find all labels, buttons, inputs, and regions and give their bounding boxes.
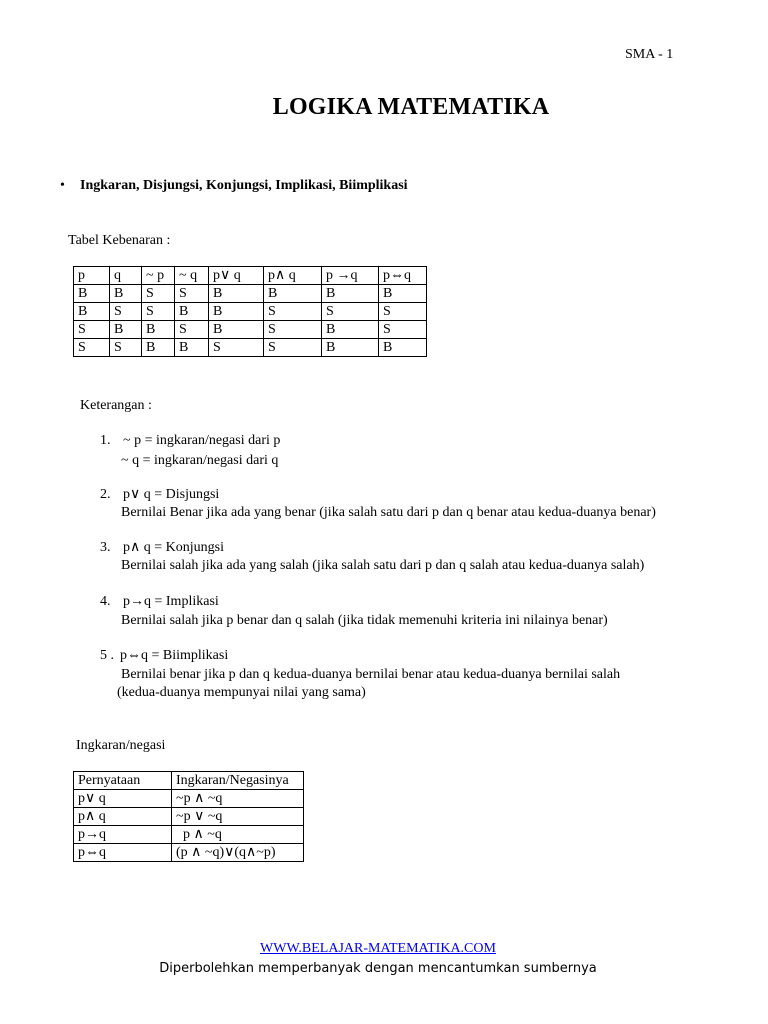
website-link[interactable]: WWW.BELAJAR-MATEMATIKA.COM: [260, 941, 496, 956]
truth-table-header-cell: p →q: [322, 267, 379, 285]
table-cell: B: [379, 285, 427, 303]
note-line: Bernilai salah jika ada yang salah (jika salah satu dari p dan q salah atau kedua-duanya salah): [121, 558, 645, 573]
truth-table-header-cell: q: [110, 267, 142, 285]
truth-table-header-cell: p: [74, 267, 110, 285]
negation-table-header-cell: Pernyataan: [74, 772, 172, 790]
table-cell: p⇔q: [74, 844, 172, 862]
table-cell: S: [74, 321, 110, 339]
note-number: 1.: [100, 433, 111, 448]
truth-table-header-cell: p∧ q: [264, 267, 322, 285]
table-cell: B: [110, 285, 142, 303]
table-cell: B: [322, 339, 379, 357]
table-row: [74, 339, 427, 357]
notes-caption: Keterangan :: [80, 398, 152, 413]
note-line: p∧ q = Konjungsi: [123, 540, 224, 555]
table-cell: (p ∧ ~q)∨(q∧~p): [172, 844, 304, 862]
table-cell: S: [264, 339, 322, 357]
table-cell: B: [209, 321, 264, 339]
note-number: 2.: [100, 487, 111, 502]
truth-table: [73, 266, 427, 357]
truth-table-header-cell: p∨ q: [209, 267, 264, 285]
note-item-5: [100, 647, 228, 665]
table-cell: S: [209, 339, 264, 357]
negation-table-header-row: [74, 772, 304, 790]
table-cell: S: [379, 303, 427, 321]
table-row: [74, 826, 304, 844]
note-line: ~ q = ingkaran/negasi dari q: [121, 453, 279, 468]
table-cell: B: [74, 303, 110, 321]
table-cell: B: [264, 285, 322, 303]
table-cell: B: [142, 339, 175, 357]
table-cell: B: [175, 339, 209, 357]
note-line: p⇔q = Biimplikasi: [120, 648, 229, 663]
table-cell: B: [74, 285, 110, 303]
negation-table: [73, 771, 304, 862]
bullet-icon: •: [60, 178, 65, 193]
table-cell: B: [209, 285, 264, 303]
note-item-3: [100, 539, 224, 557]
table-cell: B: [175, 303, 209, 321]
table-cell: ~p ∨ ~q: [172, 808, 304, 826]
table-cell: S: [264, 303, 322, 321]
table-cell: S: [142, 303, 175, 321]
negation-caption: Ingkaran/negasi: [76, 738, 166, 753]
note-line: Bernilai salah jika p benar dan q salah (jika tidak memenuhi kriteria ini nilainya benar): [121, 613, 608, 628]
table-row: [74, 303, 427, 321]
page-title: LOGIKA MATEMATIKA: [272, 94, 550, 120]
table-cell: S: [175, 321, 209, 339]
note-line: Bernilai Benar jika ada yang benar (jika salah satu dari p dan q benar atau kedua-duanya benar): [121, 505, 656, 520]
note-item-4: [100, 593, 219, 611]
note-line: (kedua-duanya mempunyai nilai yang sama): [117, 685, 366, 700]
note-line: p→q = Implikasi: [123, 594, 219, 609]
table-row: [74, 790, 304, 808]
note-item-1: [100, 432, 280, 450]
note-line: p∨ q = Disjungsi: [123, 487, 220, 502]
table-cell: B: [322, 285, 379, 303]
page-code: SMA - 1: [625, 47, 674, 62]
truth-table-header-cell: ~ p: [142, 267, 175, 285]
note-line: ~ p = ingkaran/negasi dari p: [123, 433, 281, 448]
truth-table-header-row: [74, 267, 427, 285]
table-cell: B: [209, 303, 264, 321]
note-number: 4.: [100, 594, 111, 609]
note-number: 5 .: [100, 648, 114, 663]
table-cell: S: [264, 321, 322, 339]
table-cell: S: [175, 285, 209, 303]
table-cell: p∨ q: [74, 790, 172, 808]
table-cell: S: [142, 285, 175, 303]
table-cell: p→q: [74, 826, 172, 844]
table-cell: B: [379, 339, 427, 357]
footer-note: Diperbolehkan memperbanyak dengan mencantumkan sumbernya: [159, 961, 597, 976]
truth-table-header-cell: ~ q: [175, 267, 209, 285]
table-cell: ~p ∧ ~q: [172, 790, 304, 808]
table-cell: S: [379, 321, 427, 339]
table-cell: B: [142, 321, 175, 339]
negation-table-header-cell: Ingkaran/Negasinya: [172, 772, 304, 790]
table-row: [74, 808, 304, 826]
table-cell: B: [322, 321, 379, 339]
table-row: [74, 844, 304, 862]
section-heading-text: Ingkaran, Disjungsi, Konjungsi, Implikasi, Biimplikasi: [80, 178, 408, 193]
table-row: [74, 321, 427, 339]
table-cell: B: [110, 321, 142, 339]
table-cell: S: [322, 303, 379, 321]
note-number: 3.: [100, 540, 111, 555]
note-item-2: [100, 486, 219, 504]
truth-table-header-cell: p⇔q: [379, 267, 427, 285]
table-row: [74, 285, 427, 303]
note-line: Bernilai benar jika p dan q kedua-duanya bernilai benar atau kedua-duanya bernilai salah: [121, 667, 621, 682]
table-cell: p ∧ ~q: [172, 826, 304, 844]
table-cell: S: [110, 303, 142, 321]
table-cell: S: [74, 339, 110, 357]
table-cell: p∧ q: [74, 808, 172, 826]
truth-table-caption: Tabel Kebenaran :: [68, 233, 171, 248]
section-heading: [60, 178, 408, 194]
table-cell: S: [110, 339, 142, 357]
